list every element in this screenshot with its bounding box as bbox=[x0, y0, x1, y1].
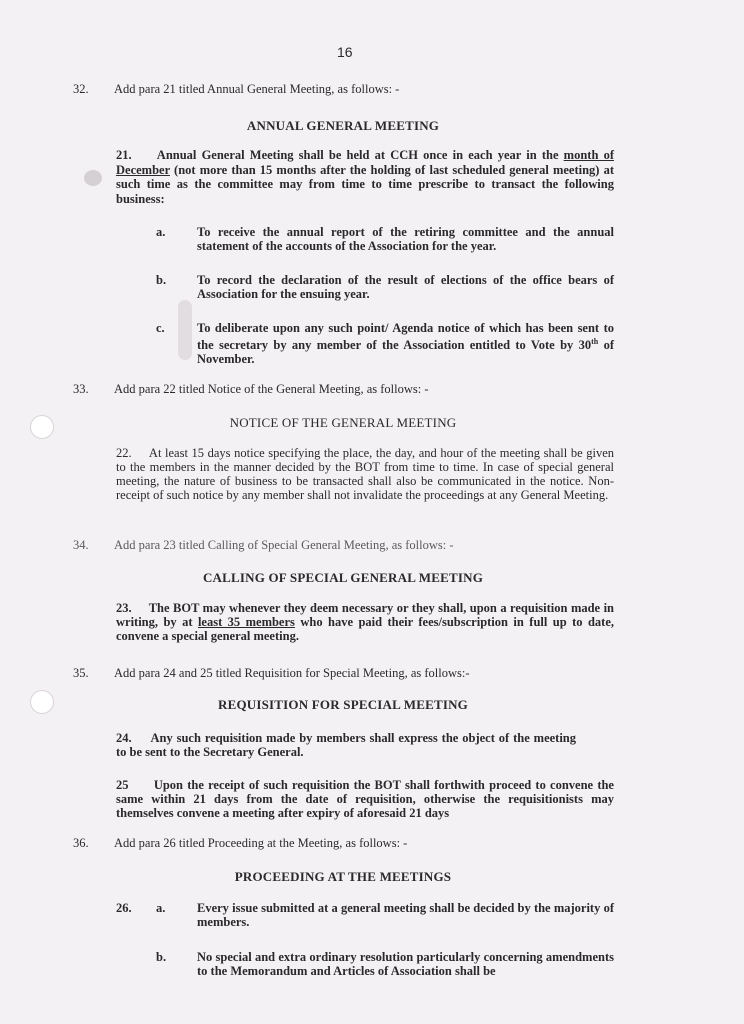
para-text: Any such requisition made by members shall express the object of the meeting to be sent to the Secretary General. bbox=[116, 731, 577, 759]
paragraph-23 bbox=[116, 601, 614, 643]
para-number: 25 bbox=[116, 778, 129, 792]
sub-text: No special and extra ordinary resolution particularly concerning amendments to the Memorandum and Articles of Association shall be bbox=[197, 950, 614, 978]
section-heading: REQUISITION FOR SPECIAL MEETING bbox=[217, 697, 468, 712]
sub-text: Every issue submitted at a general meeting shall be decided by the majority of members. bbox=[197, 901, 614, 929]
para-number: 24. bbox=[116, 731, 132, 745]
item-text: Add para 26 titled Proceeding at the Meeting, as follows: - bbox=[114, 836, 408, 850]
item-text: Add para 21 titled Annual General Meeting, as follows: - bbox=[114, 82, 400, 96]
item-text: Add para 23 titled Calling of Special General Meeting, as follows: - bbox=[114, 538, 454, 552]
paragraph-25 bbox=[116, 778, 614, 820]
underlined-text: month of December bbox=[116, 148, 614, 177]
para-number: 22. bbox=[116, 446, 132, 460]
section-heading: CALLING OF SPECIAL GENERAL MEETING bbox=[202, 570, 484, 585]
para-text: At least 15 days notice specifying the place, the day, and hour of the meeting shall be given to the members in the manner decided by the BOT from time to time. In case of special general meeting, the nature of business to be transacted shall also be communicated in the notice. Non-receipt of such notice by any member shall not invalidate the proceedings at any General Meeting. bbox=[116, 446, 614, 502]
paragraph-21 bbox=[116, 148, 614, 206]
sub-text-part: of November. bbox=[197, 338, 614, 367]
sub-text: To receive the annual report of the retiring committee and the annual statement of the accounts of the Association for the year. bbox=[197, 225, 614, 253]
paragraph-22 bbox=[116, 446, 614, 502]
para-number: 21. bbox=[116, 148, 132, 162]
sub-label: a. bbox=[156, 901, 166, 915]
item-number: 36. bbox=[73, 836, 89, 850]
para-text: The BOT may whenever they deem necessary or they shall, upon a requisition made in writing, by at bbox=[116, 601, 614, 629]
item-number: 34. bbox=[73, 538, 89, 552]
para-text: Annual General Meeting shall be held at CCH once in each year in the bbox=[156, 148, 559, 162]
ink-smudge bbox=[178, 300, 192, 360]
item-text: Add para 22 titled Notice of the General Meeting, as follows: - bbox=[114, 382, 429, 396]
item-number: 32. bbox=[73, 82, 89, 96]
sub-text-part: To deliberate upon any such point/ Agenda notice of which has been sent to the secretary by any member of the Association entitled to Vote by 30 bbox=[197, 321, 614, 353]
page-number: 16 bbox=[337, 44, 353, 60]
item-number: 35. bbox=[73, 666, 89, 680]
sub-label: b. bbox=[156, 950, 167, 964]
para-text: who have paid their fees/subscription in full up to date, convene a special general meeting. bbox=[116, 615, 615, 643]
sub-label: c. bbox=[156, 321, 165, 335]
sub-text bbox=[197, 321, 614, 366]
paragraph-24 bbox=[116, 731, 576, 759]
para-number: 26. bbox=[116, 901, 132, 915]
sub-text: To record the declaration of the result of elections of the office bears of Association for the ensuing year. bbox=[197, 273, 614, 301]
para-number: 23. bbox=[116, 601, 132, 615]
sub-label: a. bbox=[156, 225, 166, 239]
underlined-text: least 35 members bbox=[197, 615, 295, 629]
section-heading: ANNUAL GENERAL MEETING bbox=[246, 118, 440, 133]
item-number: 33. bbox=[73, 382, 89, 396]
superscript: th bbox=[591, 337, 599, 346]
sub-label: b. bbox=[156, 273, 167, 287]
para-text: (not more than 15 months after the holding of last scheduled general meeting) at such time as the committee may from time to time prescribe to transact the following business: bbox=[116, 162, 615, 206]
item-text: Add para 24 and 25 titled Requisition for Special Meeting, as follows:- bbox=[114, 666, 470, 680]
section-heading: NOTICE OF THE GENERAL MEETING bbox=[229, 415, 457, 430]
ink-smudge bbox=[84, 170, 102, 186]
section-heading: PROCEEDING AT THE MEETINGS bbox=[234, 869, 452, 884]
para-text: Upon the receipt of such requisition the BOT shall forthwith proceed to convene the same within 21 days from the date of requisition, otherwise the requisitionists may themselves convene a meeting after expiry of aforesaid 21 days bbox=[116, 778, 614, 820]
